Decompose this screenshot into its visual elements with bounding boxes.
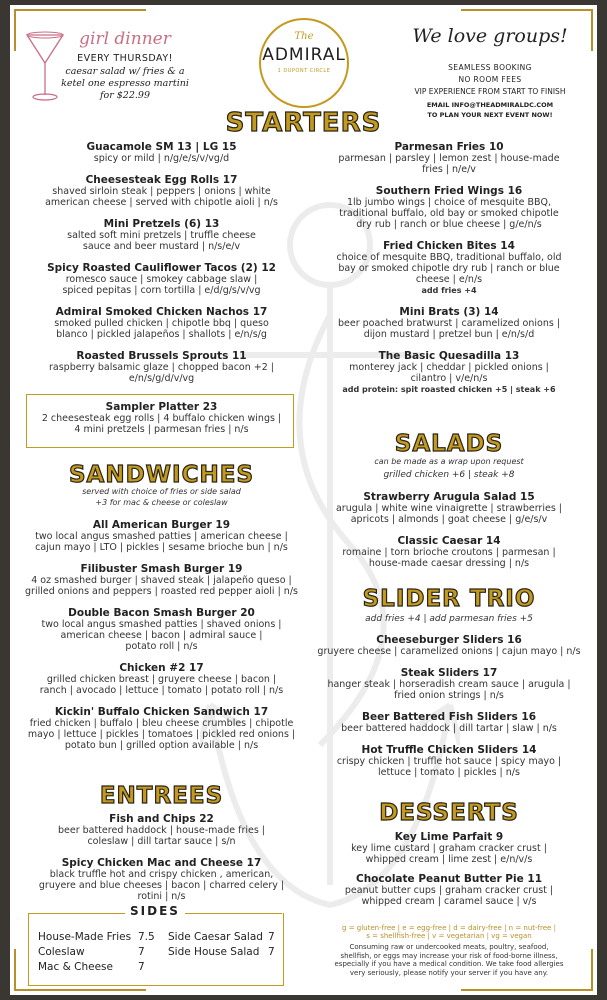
menu-item-addon: add protein: spit roasted chicken +5 | steak +6 <box>342 385 556 394</box>
menu-item <box>302 491 596 525</box>
menu-item-description: dijon mustard | pretzel bun | e/n/s/d <box>363 329 535 340</box>
menu-item-description: rotini | n/s <box>137 891 186 902</box>
menu-item <box>302 535 596 569</box>
menu-page <box>10 5 597 995</box>
menu-item-description: fries | n/e/v <box>422 164 476 175</box>
menu-item-title: Strawberry Arugula Salad 15 <box>363 491 535 503</box>
sliders-list <box>302 634 596 788</box>
menu-item <box>302 873 596 907</box>
side-name: Mac & Cheese <box>38 960 113 973</box>
menu-item-description: cilantro | v/e/n/s <box>410 373 488 384</box>
menu-item-title: Spicy Roasted Cauliflower Tacos (2) 12 <box>47 262 276 274</box>
salads-heading: SALADS <box>394 431 504 457</box>
menu-item-title: Parmesan Fries 10 <box>394 141 504 153</box>
menu-item-title: Fish and Chips 22 <box>109 813 214 825</box>
desserts-list <box>302 831 596 915</box>
menu-item-description: beer poached bratwurst | caramelized onions | <box>337 318 561 329</box>
menu-item-description: american cheese | served with chipotle aioli | n/s <box>45 197 278 208</box>
side-name: Side Caesar Salad <box>168 930 263 943</box>
promo-line: EVERY THURSDAY! <box>77 53 173 64</box>
side-price: 7.5 <box>138 930 155 943</box>
side-name: House-Made Fries <box>38 930 132 943</box>
disclaimer-line: shellfish, or eggs may increase your risk of food-borne illness, <box>340 951 558 960</box>
menu-item <box>302 667 596 701</box>
menu-item <box>10 519 313 553</box>
menu-item <box>10 306 313 340</box>
menu-item-description: two local angus smashed patties | shaved onions | <box>41 619 282 630</box>
sandwiches-list <box>10 519 313 761</box>
menu-item-title: Southern Fried Wings 16 <box>375 185 523 197</box>
menu-item-title: Hot Truffle Chicken Sliders 14 <box>361 744 537 756</box>
menu-item-description: salted soft mini pretzels | truffle cheese <box>67 230 256 241</box>
menu-item-title: Roasted Brussels Sprouts 11 <box>76 350 247 362</box>
groups-title: We love groups! <box>412 25 568 47</box>
menu-item-title: Mini Pretzels (6) 13 <box>103 218 220 230</box>
menu-item-title: Sampler Platter 23 <box>105 401 218 413</box>
menu-item-description: fried chicken | buffalo | bleu cheese crumbles | chipotle <box>29 718 294 729</box>
menu-item <box>10 141 313 164</box>
menu-item <box>302 711 596 734</box>
menu-item <box>10 706 313 751</box>
menu-item-title: All American Burger 19 <box>92 519 231 531</box>
sliders-heading: SLIDER TRIO <box>362 586 536 612</box>
menu-item-title: Kickin' Buffalo Chicken Sandwich 17 <box>54 706 269 718</box>
disclaimer-line: Consuming raw or undercooked meats, poultry, seafood, <box>349 943 549 951</box>
menu-item <box>302 141 596 175</box>
side-price: 7 <box>138 945 145 958</box>
logo-the: The <box>294 31 314 42</box>
menu-item-description: 4 oz smashed burger | shaved steak | jalapeño queso | <box>31 575 292 586</box>
menu-item-title: Guacamole SM 13 | LG 15 <box>86 141 237 153</box>
menu-item <box>10 174 313 208</box>
menu-item-description: 4 mini pretzels | parmesan fries | n/s <box>74 424 249 435</box>
side-price: 7 <box>268 930 275 943</box>
side-price: 7 <box>268 945 275 958</box>
admiral-logo <box>256 15 352 111</box>
menu-item-title: Cheesesteak Egg Rolls 17 <box>85 174 238 186</box>
side-name: Side House Salad <box>168 945 260 958</box>
menu-item-description: whipped cream | lime zest | e/n/v/s <box>365 854 533 865</box>
menu-item <box>302 634 596 657</box>
menu-item <box>302 185 596 230</box>
menu-item-description: beer battered haddock | dill tartar | slaw | n/s <box>341 723 557 734</box>
menu-item <box>10 563 313 597</box>
menu-item-description: fried onion strings | n/s <box>394 690 504 701</box>
menu-item-description: sauce and beer mustard | n/s/e/v <box>82 241 241 252</box>
menu-item-description: 1lb jumbo wings | choice of mesquite BBQ, <box>347 197 551 208</box>
menu-item <box>302 240 596 296</box>
sliders-note: add fries +4 | add parmesan fries +5 <box>365 614 533 624</box>
menu-item-description: raspberry balsamic glaze | chopped bacon +2 | <box>49 362 274 373</box>
menu-item-title: Admiral Smoked Chicken Nachos 17 <box>55 306 268 318</box>
menu-item-title: Chocolate Peanut Butter Pie 11 <box>356 873 542 885</box>
menu-item-description: ranch | avocado | lettuce | tomato | potato roll | n/s <box>39 685 284 696</box>
menu-item-addon: add fries +4 <box>421 286 477 295</box>
menu-item-description: blanco | pickled jalapeños | shallots | e/n/s/g <box>56 329 267 340</box>
groups-email: EMAIL INFO@THEADMIRALDC.COM <box>426 101 554 109</box>
menu-item-title: The Basic Quesadilla 13 <box>378 350 520 362</box>
menu-item-description: monterey jack | cheddar | pickled onions | <box>349 362 549 373</box>
menu-item-description: spicy or mild | n/g/e/s/v/vg/d <box>93 153 230 164</box>
starters-heading: STARTERS <box>225 108 382 138</box>
sides-row <box>38 929 288 944</box>
menu-item-title: Steak Sliders 17 <box>400 667 498 679</box>
sides-row <box>38 944 288 959</box>
menu-item <box>10 813 313 847</box>
menu-item <box>10 857 313 902</box>
entrees-heading: ENTREES <box>99 783 224 809</box>
sandwiches-note: served with choice of fries or side salad <box>82 487 241 496</box>
starters-left-column <box>10 141 313 394</box>
menu-item-description: arugula | white wine vinaigrette | strawberries | <box>335 503 562 514</box>
menu-item-description: potato bun | grilled option available | n/s <box>64 740 259 751</box>
menu-item <box>10 262 313 296</box>
menu-item-description: shaved sirloin steak | peppers | onions | white <box>52 186 271 197</box>
menu-item-title: Chicken #2 17 <box>119 662 204 674</box>
girl-dinner-promo <box>24 19 194 119</box>
menu-item-description: cajun mayo | LTO | pickles | sesame brioche bun | n/s <box>35 542 288 553</box>
desserts-heading: DESSERTS <box>379 800 519 826</box>
menu-item-description: gruyere and blue cheeses | bacon | charred celery | <box>38 880 285 891</box>
menu-item-description: gruyere cheese | caramelized onions | cajun mayo | n/s <box>317 646 581 657</box>
sandwiches-heading: SANDWICHES <box>68 462 255 488</box>
menu-item-description: smoked pulled chicken | chipotle bbq | queso <box>54 318 269 329</box>
menu-item-description: key lime custard | graham cracker crust | <box>351 843 547 854</box>
menu-item-description: beer battered haddock | house-made fries | <box>57 825 265 836</box>
menu-item-description: romesco sauce | smokey cabbage slaw | <box>65 274 258 285</box>
disclaimer-line: especially if you have a medical condition. We take food allergies <box>334 960 564 968</box>
menu-item <box>302 744 596 778</box>
menu-item-description: apricots | almonds | goat cheese | g/e/s/v <box>350 514 548 525</box>
menu-item-description: traditional buffalo, old bay or smoked chipotle <box>339 208 559 219</box>
menu-item-description: lettuce | tomato | pickles | n/s <box>378 767 520 778</box>
menu-item-description: mayo | lettuce | pickles | tomatoes | pickled red onions | <box>27 729 296 740</box>
promo-line: for $22.99 <box>99 90 151 101</box>
menu-item-title: Beer Battered Fish Sliders 16 <box>361 711 537 723</box>
salads-list <box>302 491 596 579</box>
groups-line: TO PLAN YOUR NEXT EVENT NOW! <box>427 111 553 119</box>
groups-line: NO ROOM FEES <box>458 75 522 84</box>
menu-item-description: e/n/s/g/d/v/vg <box>128 373 195 384</box>
menu-item-description: cheese | e/n/s <box>415 274 483 285</box>
menu-item <box>302 350 596 395</box>
menu-item-description: american cheese | bacon | admiral sauce | <box>60 630 263 641</box>
menu-item-title: Key Lime Parfait 9 <box>394 831 504 843</box>
sides-row <box>38 959 288 974</box>
side-name <box>168 959 268 974</box>
dietary-legend: g = gluten-free | e = egg-free | d = dairy-free | n = nut-free | <box>342 924 556 932</box>
sandwiches-note: +3 for mac & cheese or coleslaw <box>95 498 228 507</box>
groups-line: VIP EXPERIENCE FROM START TO FINISH <box>414 87 566 96</box>
sides-table <box>38 929 288 974</box>
promo-line: caesar salad w/ fries & a <box>65 66 185 77</box>
menu-item-title: Classic Caesar 14 <box>397 535 501 547</box>
menu-item-description: grilled chicken breast | gruyere cheese | bacon | <box>46 674 277 685</box>
promo-title: girl dinner <box>79 29 171 49</box>
entrees-list <box>10 813 313 912</box>
disclaimer-line: very seriously, please notify your server if you have any. <box>349 968 549 977</box>
menu-item-description: parmesan | parsley | lemon zest | house-made <box>338 153 560 164</box>
menu-item-title: Spicy Chicken Mac and Cheese 17 <box>61 857 262 869</box>
side-name: Coleslaw <box>38 945 85 958</box>
side-price: 7 <box>138 960 145 973</box>
menu-item-title: Filibuster Smash Burger 19 <box>80 563 243 575</box>
menu-item-description: crispy chicken | truffle hot sauce | spicy mayo | <box>336 756 562 767</box>
menu-item-description: hanger steak | horseradish cream sauce | arugula | <box>327 679 571 690</box>
menu-item-description: potato roll | n/s <box>125 641 198 652</box>
menu-item <box>10 350 313 384</box>
disclaimer <box>302 943 596 977</box>
menu-item-description: 2 cheesesteak egg rolls | 4 buffalo chicken wings | <box>41 413 282 424</box>
groups-line: SEAMLESS BOOKING <box>448 63 532 72</box>
menu-item-description: romaine | torn brioche croutons | parmesan | <box>342 547 556 558</box>
menu-item <box>10 662 313 696</box>
menu-item-description: spiced pepitas | corn tortilla | e/d/g/s/v/vg <box>62 285 261 296</box>
menu-item-title: Mini Brats (3) 14 <box>399 306 499 318</box>
menu-item-description: dry rub | ranch or blue cheese | g/e/n/s <box>356 219 542 230</box>
menu-item-description: whipped cream | caramel sauce | v/s <box>361 896 537 907</box>
logo-sub: 1 DUPONT CIRCLE <box>277 68 331 74</box>
menu-item-description: bay or smoked chipotle dry rub | ranch or blue <box>338 263 560 274</box>
left-frame <box>0 0 10 1000</box>
dietary-legend: s = shellfish-free | v = vegetarian | vg = vegan <box>366 932 532 940</box>
side-price <box>268 959 288 974</box>
menu-item-description: grilled onions and peppers | roasted red pepper aioli | n/s <box>25 586 298 597</box>
sampler-platter <box>10 401 313 435</box>
menu-item-description: two local angus smashed patties | american cheese | <box>35 531 288 542</box>
menu-item <box>302 831 596 865</box>
logo-name: ADMIRAL <box>262 45 346 65</box>
sides-heading: SIDES <box>125 904 185 918</box>
salads-protein-note: grilled chicken +6 | steak +8 <box>383 470 515 480</box>
menu-item-title: Cheeseburger Sliders 16 <box>376 634 522 646</box>
promo-line: ketel one espresso martini <box>61 78 189 89</box>
menu-item-description: peanut butter cups | graham cracker crust | <box>344 885 554 896</box>
starters-right-column <box>302 141 596 405</box>
menu-item-title: Double Bacon Smash Burger 20 <box>68 607 255 619</box>
menu-item-title: Fried Chicken Bites 14 <box>383 240 515 252</box>
menu-item-description: choice of mesquite BBQ, traditional buffalo, old <box>336 252 562 263</box>
menu-item <box>10 218 313 252</box>
menu-item <box>302 306 596 340</box>
menu-item-description: black truffle hot and crispy chicken , american, <box>49 869 274 880</box>
salads-note: can be made as a wrap upon request <box>374 457 524 466</box>
menu-item-description: house-made caesar dressing | n/s <box>368 558 530 569</box>
menu-item <box>10 607 313 652</box>
menu-item-description: coleslaw | dill tartar sauce | s/n <box>87 836 236 847</box>
